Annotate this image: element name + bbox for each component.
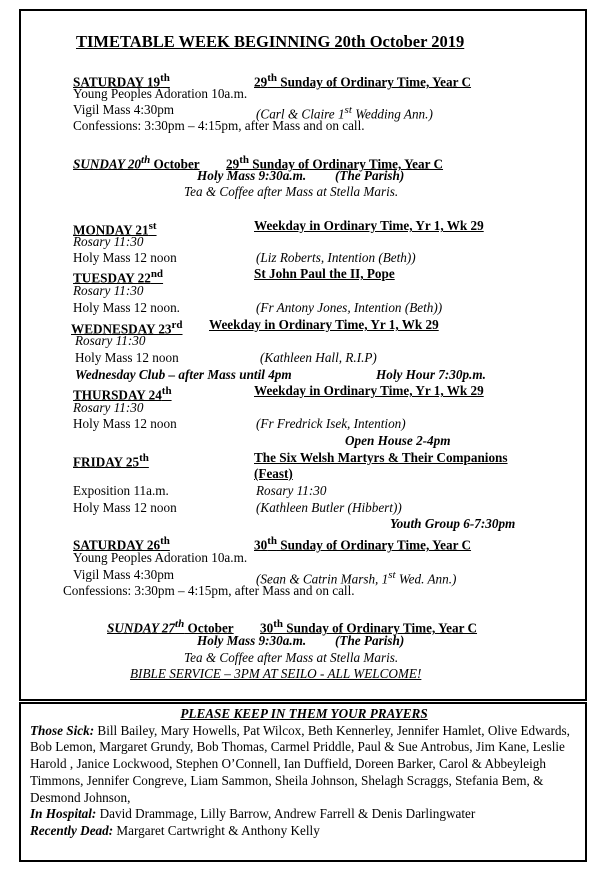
fri25-feast-rank: (Feast) xyxy=(254,466,293,481)
sun20-intention: (The Parish) xyxy=(335,168,405,183)
wed23-day: WEDNESDAY 23rd xyxy=(71,319,183,337)
sat26-mass: Vigil Mass 4:30pm xyxy=(73,567,175,582)
sick-names: Bill Bailey, Mary Howells, Pat Wilcox, Beth Kennerley, Jennifer Hamlet, Olive Edwards, Bob Lemon, Margaret Grundy, Bob Thomas, Carmel Priddle, Paul & Sue Antrobus, Jim Kane, Leslie Harold , Janice Lockwood, Stephen O’Connell, Ian Duffield, Doreen Barker, Carol & Abbeyleigh Timmons, Jennifer Congreve, Liam Sammon, Sheila Johnson, Shelagh Scraggs, Stefania Bem, & Desmond Johnson, xyxy=(30,722,570,805)
prayers-body xyxy=(30,723,578,840)
sat26-feast: 30th Sunday of Ordinary Time, Year C xyxy=(254,535,472,553)
sun27-day: SUNDAY 27th October xyxy=(107,618,234,636)
wed23-feast: Weekday in Ordinary Time, Yr 1, Wk 29 xyxy=(209,317,439,332)
sat26-adoration: Young Peoples Adoration 10a.m. xyxy=(73,550,248,565)
fri25-exposition: Exposition 11a.m. xyxy=(73,483,169,498)
thu24-open-house: Open House 2-4pm xyxy=(345,433,451,448)
mon21-rosary: Rosary 11:30 xyxy=(73,234,144,249)
sun20-tea: Tea & Coffee after Mass at Stella Maris. xyxy=(184,184,399,199)
tue22-intention: (Fr Antony Jones, Intention (Beth)) xyxy=(256,300,443,315)
sat26-confessions: Confessions: 3:30pm – 4:15pm, after Mass and on call. xyxy=(63,583,355,598)
fri25-mass: Holy Mass 12 noon xyxy=(73,500,177,515)
mon21-mass: Holy Mass 12 noon xyxy=(73,250,177,265)
hospital-names: David Drammage, Lilly Barrow, Andrew Farrell & Denis Darlingwater xyxy=(96,806,476,822)
thu24-day: THURSDAY 24th xyxy=(73,385,172,403)
thu24-feast: Weekday in Ordinary Time, Yr 1, Wk 29 xyxy=(254,383,484,398)
sun27-intention: (The Parish) xyxy=(335,633,405,648)
sat19-day: SATURDAY 19th xyxy=(73,72,170,90)
tue22-rosary: Rosary 11:30 xyxy=(73,283,144,298)
mon21-intention: (Liz Roberts, Intention (Beth)) xyxy=(256,250,416,265)
hospital-label: In Hospital: xyxy=(30,806,97,822)
wed23-intention: (Kathleen Hall, R.I.P) xyxy=(260,350,377,365)
mon21-day: MONDAY 21st xyxy=(73,220,157,238)
sat26-day: SATURDAY 26th xyxy=(73,535,170,553)
wed23-mass: Holy Mass 12 noon xyxy=(75,350,179,365)
recently-dead-names: Margaret Cartwright & Anthony Kelly xyxy=(113,822,320,838)
sat19-feast: 29th Sunday of Ordinary Time, Year C xyxy=(254,72,472,90)
fri25-feast: The Six Welsh Martyrs & Their Companions xyxy=(254,450,508,465)
sun27-feast: 30th Sunday of Ordinary Time, Year C xyxy=(260,618,478,636)
recently-dead-label: Recently Dead: xyxy=(30,822,114,838)
fri25-rosary: Rosary 11:30 xyxy=(256,483,327,498)
sat19-mass: Vigil Mass 4:30pm xyxy=(73,102,175,117)
tue22-mass: Holy Mass 12 noon. xyxy=(73,300,180,315)
sun27-bible-service: BIBLE SERVICE – 3PM AT SEILO - ALL WELCOME! xyxy=(130,666,422,681)
wed23-rosary: Rosary 11:30 xyxy=(75,333,146,348)
sun20-feast: 29th Sunday of Ordinary Time, Year C xyxy=(226,154,444,172)
mon21-feast: Weekday in Ordinary Time, Yr 1, Wk 29 xyxy=(254,218,484,233)
fri25-intention: (Kathleen Butler (Hibbert)) xyxy=(256,500,402,515)
sat19-confessions: Confessions: 3:30pm – 4:15pm, after Mass and on call. xyxy=(73,118,365,133)
sun27-mass: Holy Mass 9:30a.m. xyxy=(197,633,307,648)
fri25-youth: Youth Group 6-7:30pm xyxy=(390,516,516,531)
sun20-mass: Holy Mass 9:30a.m. xyxy=(197,168,307,183)
tue22-day: TUESDAY 22nd xyxy=(73,268,164,286)
tue22-feast: St John Paul the II, Pope xyxy=(254,266,395,281)
thu24-mass: Holy Mass 12 noon xyxy=(73,416,177,431)
sat19-intention: (Carl & Claire 1st Wedding Ann.) xyxy=(256,104,433,122)
sun27-tea: Tea & Coffee after Mass at Stella Maris. xyxy=(184,650,399,665)
sat19-adoration: Young Peoples Adoration 10a.m. xyxy=(73,86,248,101)
fri25-day: FRIDAY 25th xyxy=(73,452,149,470)
prayer-list xyxy=(30,706,578,840)
prayers-header: PLEASE KEEP IN THEM YOUR PRAYERS xyxy=(180,706,428,721)
sat26-intention: (Sean & Catrin Marsh, 1st Wed. Ann.) xyxy=(256,569,457,587)
thu24-rosary: Rosary 11:30 xyxy=(73,400,144,415)
wed23-club: Wednesday Club – after Mass until 4pm xyxy=(75,367,292,382)
thu24-intention: (Fr Fredrick Isek, Intention) xyxy=(256,416,406,431)
sick-label: Those Sick: xyxy=(30,722,95,738)
sun20-day: SUNDAY 20th October xyxy=(73,154,200,172)
wed23-holy-hour: Holy Hour 7:30p.m. xyxy=(376,367,486,382)
page-title: TIMETABLE WEEK BEGINNING 20th October 2019 xyxy=(76,32,465,51)
